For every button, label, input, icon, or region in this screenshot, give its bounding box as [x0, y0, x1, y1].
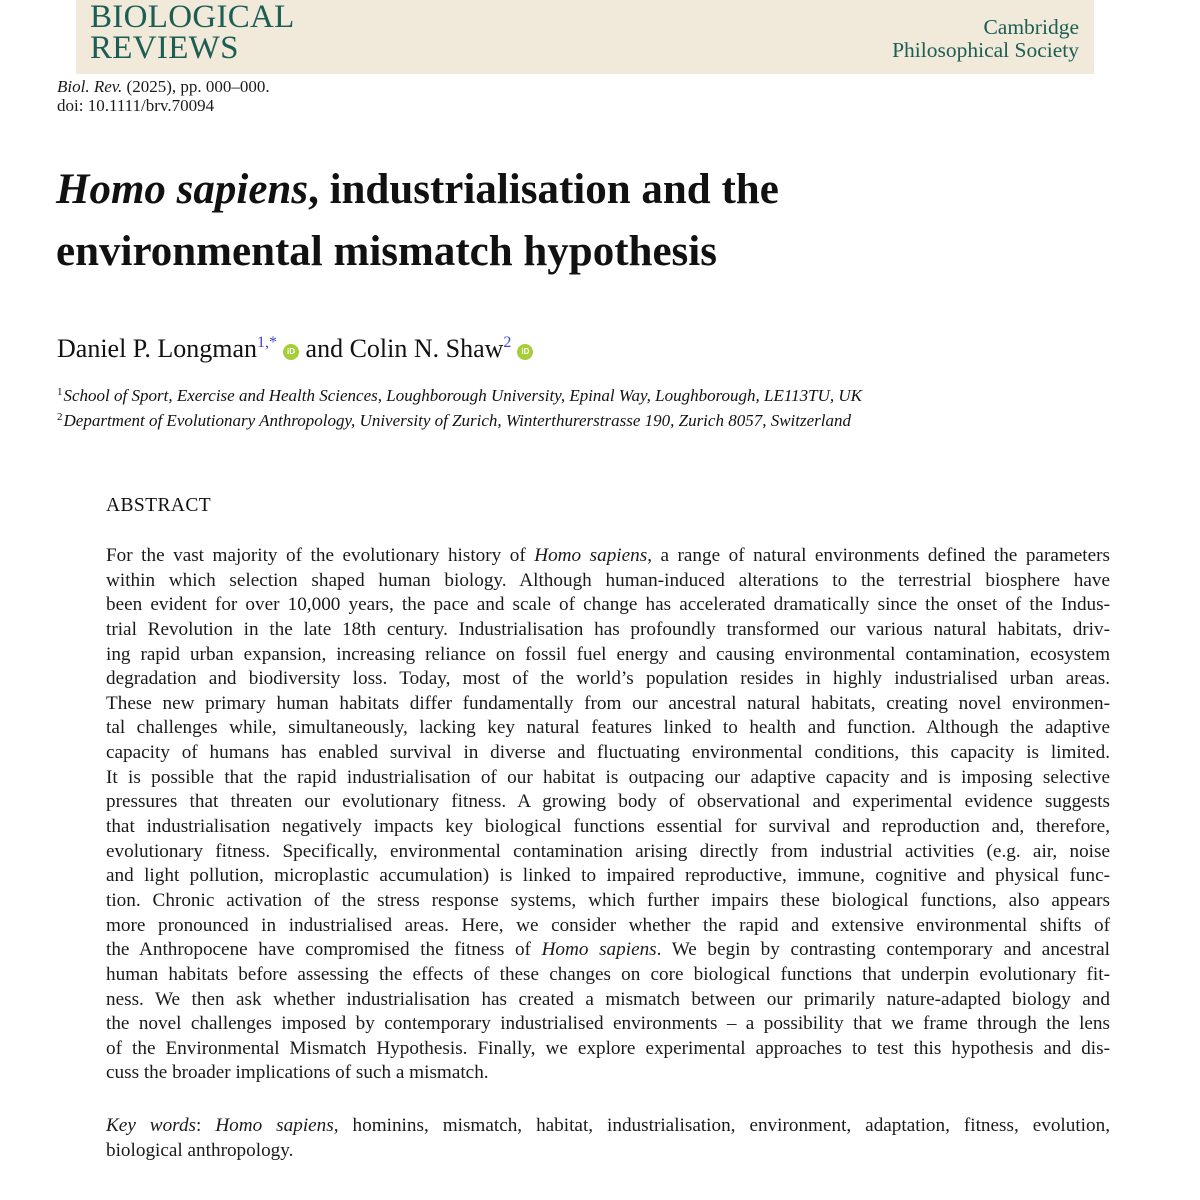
text-line: ness. We then ask whether industrialisation has created a mismatch between our primarily nature-adapted biology and: [106, 988, 1110, 1010]
text-line: It is possible that the rapid industrialisation of our habitat is outpacing our adaptive capacity and is imposing selective: [106, 766, 1110, 788]
text-line: tion. Chronic activation of the stress response systems, which further impairs these biological functions, also appears: [106, 889, 1110, 911]
article-title: [56, 159, 1156, 283]
author-name: Colin N. Shaw: [349, 334, 504, 363]
text-line: within which selection shaped human biology. Although human-induced alterations to the terrestrial biosphere have: [106, 569, 1110, 591]
species-name: Homo sapiens: [534, 545, 648, 566]
text-line: tal challenges while, simultaneously, lacking key natural features linked to health and function. Although the adaptive: [106, 717, 1110, 739]
text-line: Key words: Homo sapiens, hominins, mismatch, habitat, industrialisation, environment, adaptation, fitness, evolution,: [106, 1115, 1110, 1136]
species-name: Homo sapiens: [541, 939, 657, 961]
journal-abbrev: Biol. Rev.: [57, 77, 123, 96]
text-line: human habitats before assessing the effects of these changes on core biological functions that underpin evolutionary fit-: [106, 963, 1110, 985]
text-line: the novel challenges imposed by contemporary industrialised environments – a possibility that we frame through the lens: [106, 1013, 1110, 1035]
text-line: biological anthropology.: [106, 1140, 294, 1161]
text-line: capacity of humans has enabled survival in diverse and fluctuating environmental conditions, this capacity is limited.: [106, 742, 1110, 764]
text-line: degradation and biodiversity loss. Today, most of the world’s population resides in highly industrialised urban areas.: [106, 668, 1110, 690]
affiliations: [57, 383, 862, 433]
text-line: pressures that threaten our evolutionary fitness. A growing body of observational and experimental evidence suggests: [106, 791, 1110, 813]
title-line: environmental mismatch hypothesis: [56, 228, 717, 275]
text-line: the Anthropocene have compromised the fitness of Homo sapiens. We begin by contrasting contemporary and ancestral: [106, 939, 1110, 961]
text-line: cuss the broader implications of such a mismatch.: [106, 1062, 489, 1084]
species-name: Homo sapiens: [215, 1115, 334, 1136]
text-line: trial Revolution in the late 18th century. Industrialisation has profoundly transformed our various natural habitats, driv-: [106, 618, 1110, 640]
title-italic: Homo sapiens: [56, 166, 309, 213]
abstract-heading: ABSTRACT: [106, 495, 212, 516]
text-line: been evident for over 10,000 years, the pace and scale of change has accelerated dramatically since the onset of the Indus-: [106, 594, 1110, 616]
citation: [57, 77, 270, 115]
text-line: more pronounced in industrialised areas. Here, we consider whether the rapid and extensive environmental shifts of: [106, 914, 1110, 936]
society-name: Cambridge Philosophical Society: [892, 15, 1079, 62]
affiliation: $^1$School of Sport, Exercise and Health Sciences, Loughborough University, Epinal Way, Loughborough, LE113TU, UK: [57, 386, 862, 405]
doi: doi: 10.1111/brv.70094: [57, 96, 215, 115]
text-line: that industrialisation negatively impacts key biological functions essential for survival and reproduction and, therefore,: [106, 816, 1110, 838]
author-list: [57, 334, 533, 364]
affiliation: $^2$Department of Evolutionary Anthropology, University of Zurich, Winterthurerstrasse 190, Zurich 8057, Switzerland: [57, 411, 851, 430]
author-affiliation-marker[interactable]: 2: [503, 334, 512, 351]
text-line: ing rapid urban expansion, increasing reliance on fossil fuel energy and causing environmental contamination, ecosystem: [106, 643, 1110, 665]
author-affiliation-marker[interactable]: 1,*: [257, 334, 278, 351]
text-line: evolutionary fitness. Specifically, environmental contamination arising directly from industrial activities (e.g. air, noise: [106, 840, 1110, 862]
text-line: of the Environmental Mismatch Hypothesis. Finally, we explore experimental approaches to test this hypothesis and dis-: [106, 1037, 1110, 1059]
citation-details: (2025), pp. 000–000.: [122, 77, 270, 96]
abstract-body: [106, 544, 1110, 1086]
keywords-label: Key words: [106, 1115, 197, 1136]
orcid-icon[interactable]: iD: [283, 344, 299, 360]
author-name: Daniel P. Longman: [57, 334, 258, 363]
text-line: and light pollution, microplastic accumulation) is linked to impaired reproductive, immune, cognitive and physical func-: [106, 865, 1110, 887]
text-line: For the vast majority of the evolutionary history of Homo sapiens, a range of natural environments defined the parameters: [106, 545, 1110, 566]
title-line: Homo sapiens, industrialisation and the: [56, 166, 779, 213]
citation-line: [57, 77, 270, 96]
keywords: [106, 1113, 1110, 1163]
author-joiner: and: [299, 334, 350, 363]
orcid-icon[interactable]: iD: [517, 344, 533, 360]
journal-name: BIOLOGICAL REVIEWS: [90, 0, 295, 66]
text-line: These new primary human habitats differ fundamentally from our ancestral natural habitats, creating novel environmen-: [106, 692, 1110, 714]
